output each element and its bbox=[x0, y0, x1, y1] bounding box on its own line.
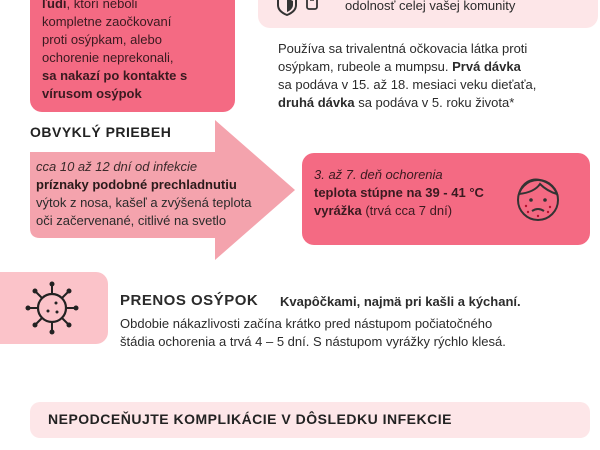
virus-icon bbox=[24, 280, 80, 336]
vaccine-info: Používa sa trivalentná očkovacia látka proti osýpkam, rubeole a mumpsu. Prvá dávka sa podáva v 15. až 18. mesiaci veku dieťaťa, druhá dávka sa podáva v 5. roku života* bbox=[278, 41, 537, 110]
transmission-text: Obdobie nákazlivosti začína krátko pred nástupom počiatočného štádia ochorenia a trvá 4 – 5 dní. S nástupom vyrážky rýchlo klesá. bbox=[120, 316, 506, 349]
shield-icon bbox=[276, 0, 298, 16]
community-text: odolnosť celej vašej komunity bbox=[345, 0, 516, 13]
transmission-how: Kvapôčkami, najmä pri kašli a kýchaní. bbox=[280, 294, 521, 309]
complications-title: NEPODCEŇUJTE KOMPLIKÁCIE V DÔSLEDKU INFEKCIE bbox=[48, 411, 452, 427]
sick-child-icon bbox=[510, 170, 566, 228]
transmission-title: PRENOS OSÝPOK bbox=[120, 292, 259, 309]
stage1-text: cca 10 až 12 dní od infekcie príznaky podobné prechladnutiu výtok z nosa, kašeľ a zvýšená teplota oči začervenané, citlivé na svetlo bbox=[36, 159, 252, 228]
stage2-text: 3. až 7. deň ochorenia teplota stúpne na 39 - 41 °C vyrážka (trvá cca 7 dní) bbox=[314, 167, 484, 218]
course-heading: OBVYKLÝ PRIEBEH bbox=[30, 124, 179, 140]
syringe-icon bbox=[305, 0, 319, 12]
infection-risk-text: ľudí, ktorí neboli kompletne zaočkovaní proti osýpkam, alebo ochorenie neprekonali, sa nakazí po kontakte s vírusom osýpok bbox=[42, 0, 188, 101]
